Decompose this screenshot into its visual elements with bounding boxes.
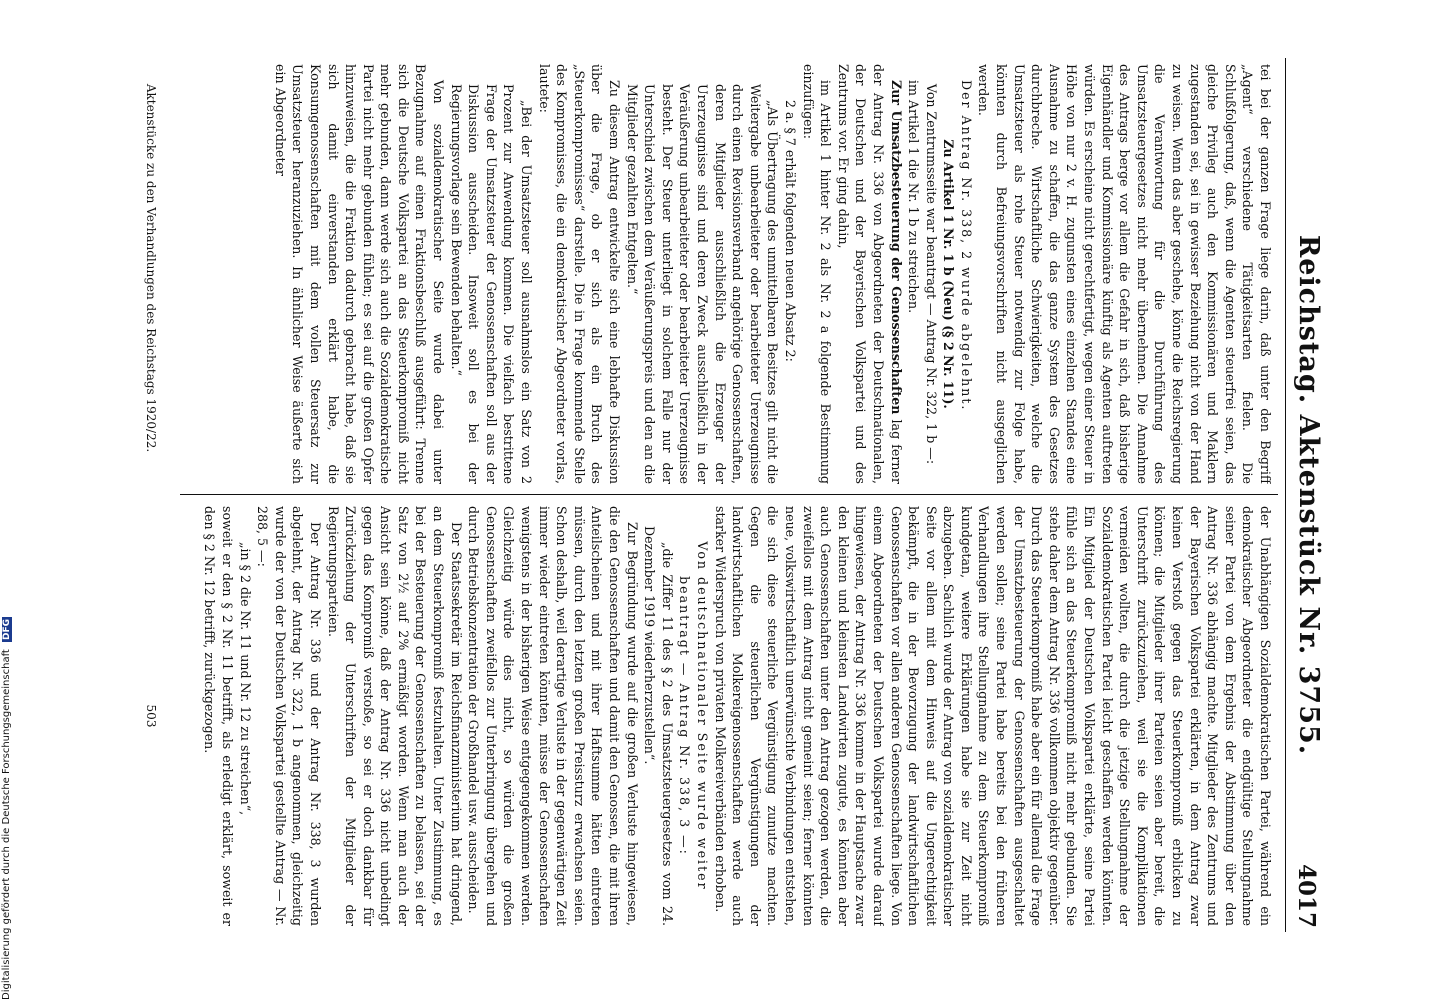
paragraph: der Unabhängigen Sozialdemokratischen Partei, während ein demokratischer Abgeordneter die endgültige Stellungnahme seiner Partei von dem Ergebnis der Abstimmung über den Antrag Nr. 336 abhängig machte. Mitglieder des Zentrums und der Bayerischen Volkspartei erklärten, in dem Antrag zwar keinen Verstoß gegen das Steuerkompromiß erblicken zu können; die Mitglieder ihrer Parteien seien aber bereit, die Unterschrift zurückzuziehen, weil sie die Komplikationen vermeiden wollten, die durch die jetzige Stellungnahme der Sozialdemokratischen Partei leicht geschaffen werden könnten. Ein Mitglied der Deutschen Volkspartei erklärte, seine Partei fühle sich an das Steuerkompromiß nicht mehr gebunden. Sie stehe daher dem Antrag Nr. 336 vollkommen objektiv gegenüber. Durch das Steuerkompromiß habe aber ein für allemal die Frage der Umsatzbesteuerung der Genossenschaften ausgeschaltet werden sollen; seine Partei habe bereits bei den früheren Verhandlungen ihre Stellungnahme zu dem Steuerkompromiß kundgetan, weitere Erklärungen habe sie zur Zeit nicht abzugeben. Sachlich wurde der Antrag von sozialdemokratischer Seite vor allem mit dem Hinweis auf die Ungerechtigkeit bekämpft, die in der Bevorzugung der landwirtschaftlichen Genossenschaften vor allen anderen Genossenschaften liege. Von einem Abgeordneten der Deutschen Volkspartei wurde darauf hingewiesen, der Antrag Nr. 336 komme in der Hauptsache zwar den kleinen und kleinsten Landwirten zugute, es könnten aber auch Genossenschaften unter den Antrag gezogen werden, die zweifellos mit dem Antrag nicht gemeint seien; ferner könnten neue, volkswirtschaftlich unerwünschte Verbindungen entstehen, die sich diese steuerliche Vergünstigung zunutze machten. Gegen die steuerlichen Vergünstigungen der landwirtschaftlichen Molkereigenossenschaften werde auch starker Widerspruch von privaten Molkereiverbänden erhoben. [712, 506, 1273, 926]
page-title: Reichstag. Aktenstück Nr. 3755. [1293, 234, 1324, 756]
column-divider [180, 494, 1278, 495]
paragraph: Zur Umsatzbesteuerung der Genossenschaften lag ferner der Antrag Nr. 336 von Abgeordneten der Deutschnationalen, der Deutschen und der Bayerischen Volkspartei und des Zentrums vor. Er ging dahin, [835, 64, 904, 484]
paragraph: Zu diesem Antrag entwickelte sich eine lebhafte Diskussion über die Frage, ob er sich als ein Bruch des „Steuerkompromisses“ darstelle. Die in Frage kommende Stelle des Kompromisses, die ein demokratischer Abgeordneter vorlas, lautete: [536, 64, 623, 484]
page-header [1285, 58, 1326, 932]
paragraph: 2 a. § 7 erhält folgenden neuen Absatz 2: [782, 100, 798, 362]
paragraph: Zur Begründung wurde auf die großen Verluste hingewiesen, die den Genossenschaften und damit den Genossen, die mit ihren Anteilscheinen und mit ihrer Haftsumme hätten eintreten müssen, durch den letzten großen Preissturz erwachsen seien. Schon deshalb, weil derartige Verluste in der gegenwärtigen Zeit immer wieder eintreten könnten, müsse der Genossenschaften wenigstens in der bisherigen Weise entgegengekommen werden. Gleichzeitig würde dies nicht, so würden die großen Genossenschaften zweifellos zur Unterbringung übergehen und durch Betriebskonzentration der Großhandel usw. ausscheiden. [466, 506, 640, 926]
paragraph: Der Staatssekretär im Reichsfinanzministerium hat dringend, an dem Steuerkompromiß festzuhalten. Unter Zustimmung, es bei der Besteuerung der Genossenschaften zu belassen, sei der Satz von 2½ auf 2% ermäßigt worden. Wenn man auch der Ansicht sein könne, daß der Antrag Nr. 336 nicht unbedingt gegen das Kompromiß verstoße, so sei er doch dankbar für Zurückziehung der Unterschriften der Mitglieder der Regierungsparteien. [325, 506, 464, 926]
paragraph: im Artikel 1 die Nr. 1 b zu streichen. [906, 80, 922, 314]
paragraph: Der Antrag Nr. 338, 2 wurde abgelehnt. [958, 80, 974, 412]
credit-text: Digitalisierung gefördert durch die Deutsche Forschungsgemeinschaft [1, 649, 12, 1000]
paragraph: Von Zentrumsseite war beantragt — Antrag Nr. 322, 1 b —: [923, 83, 939, 465]
quoted-text: „Bei der Umsatzsteuer soll ausnahmslos ein Satz von 2 Prozent zur Anwendung kommen. Die vielfach bestrittene Frage der Umsatzsteuer der Genossenschaften soll aus der Diskussion ausscheiden. Insoweit soll es bei der Regierungsvorlage sein Bewenden behalten.“ [448, 84, 535, 484]
digitization-credit [1, 617, 12, 1000]
dfg-logo: DFG [2, 618, 12, 640]
paragraph: Der Antrag Nr. 336 und der Antrag Nr. 338, 3 wurden abgelehnt, der Antrag Nr. 322, 1 b angenommen, gleichzeitig wurde der von der Deutschen Volkspartei gestellte Antrag — Nr. 288, 5 —: [255, 506, 323, 926]
footer-number: 503 [144, 704, 158, 728]
inline-heading: Zur Umsatzbesteuerung der Genossenschaften [888, 80, 904, 415]
quoted-text: „in § 2 die Nr. 11 und Nr. 12 zu streichen“, [237, 542, 253, 816]
left-column [184, 64, 1274, 484]
quoted-text: „Als Übertragung des unmittelbaren Besitzes gilt nicht die Weitergabe unbearbeiteter oder bearbeiteter Urerzeugnisse durch einen Revisionsverband angehörige Genossenschaften, deren Mitglieder ausschließlich die Erzeuger der Urerzeugnisse sind und deren Zweck ausschließlich in der Veräußerung unbearbeiteter oder bearbeiteter Urerzeugnisse besteht. Der Steuer unterliegt in solchem Falle nur der Unterschied zwischen dem Veräußerungspreis und den an die Mitglieder gezahlten Entgelten.“ [624, 84, 781, 484]
section-heading: Von deutschnationaler Seite wurde weiter beantragt — Antrag Nr. 338, 3 —: [677, 541, 710, 891]
paragraph: im Artikel 1 hinter Nr. 2 als Nr. 2 a folgende Bestimmung einzufügen: [800, 64, 834, 484]
paragraph: tei bei der ganzen Frage liege darin, daß unter den Begriff „Agent“ verschiedene Tätigkeitsarten fielen. Die Schlußfolgerung, daß, wenn die Agenten steuerfrei seien, das gleiche Privileg auch den Kommissionären und Maklern zugestanden sei, sei in gewisser Beziehung nicht von der Hand zu weisen. Wenn das aber geschehe, könne die Reichsregierung die Verantwortung für die Durchführung des Umsatzsteuergesetzes nicht mehr übernehmen. Die Annahme des Antrags berge vor allem die Gefahr in sich, daß bisherige Eigenhändler und Kommissionäre künftig als Agenten auftreten würden. Es erscheine nicht gerechtfertigt, wegen einer Steuer in Höhe von nur 2 v. H. zugunsten eines einzelnen Standes eine Ausnahme zu schaffen, die das ganze System des Gesetzes durchbreche. Wirtschaftliche Schwierigkeiten, welche die Umsatzsteuer als rohe Steuer notwendig zur Folge habe, könnten durch Befreiungsvorschriften nicht ausgeglichen werden. [976, 64, 1273, 484]
quoted-text: „die Ziffer 11 des § 2 des Umsatzsteuergesetzes vom 24. Dezember 1919 wiederherzustellen“. [642, 526, 675, 926]
section-heading: Zu Artikel 1 Nr. 1 b (Neu) (§ 2 Nr. 11). [941, 139, 957, 409]
right-column [184, 506, 1274, 926]
page-number: 4017 [1293, 863, 1320, 928]
document-page [96, 58, 1326, 932]
paragraph: Von sozialdemokratischer Seite wurde dabei unter Bezugnahme auf einen Fraktionsbeschluß ausgeführt: Trenne sich die Deutsche Volkspartei an das Steuerkompromiß nicht mehr gebunden, dann werde sich auch die Sozialdemokratische Partei nicht mehr gebunden fühlen; es sei auf die großen Opfer hinzuweisen, die die Fraktion dadurch gebracht habe, daß sie sich damit einverstanden erklärt habe, die Konsumgenossenschaften mit dem vollen Steuersatz zur Umsatzsteuer heranzuziehen. In ähnlicher Weise äußerte sich ein Abgeordneter [272, 64, 447, 484]
footer-source: Aktenstücke zu den Verhandlungen des Reichstags 1920/22. [144, 83, 158, 453]
paragraph: soweit er den § 2 Nr. 11 betrifft, als erledigt erklärt, soweit er den § 2 Nr. 12 betrifft, zurückgezogen. [202, 506, 235, 926]
